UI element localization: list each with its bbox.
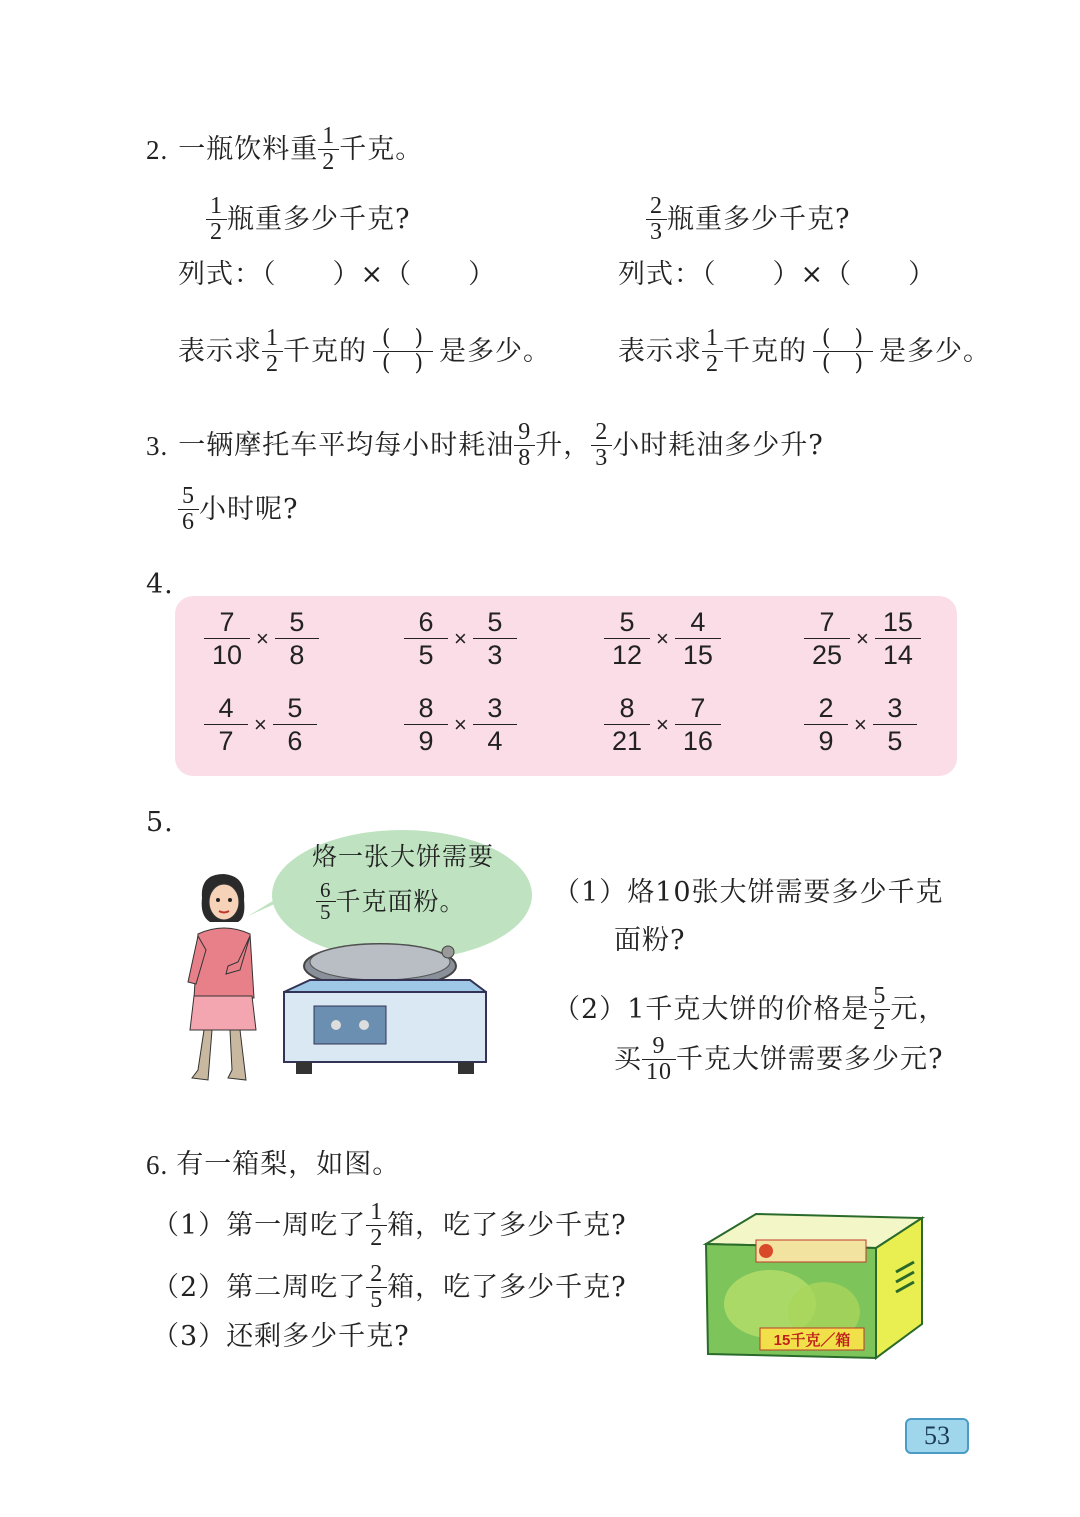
q2-text: 一瓶饮料重 (178, 133, 319, 165)
times-sign: × (656, 625, 669, 651)
page-number: 53 (905, 1418, 969, 1454)
q2-right-explanation: 表示求 $\frac{1}{2}$ 千克的 $\frac{( )}{( )}$ 是多少。 (618, 325, 991, 377)
times-sign: × (454, 625, 467, 651)
bubble-text-line-1: 烙一张大饼需要 (312, 842, 495, 871)
q4-exercise-7 (604, 692, 721, 757)
q4-fraction-left: $\frac{7}{25}$ (808, 606, 846, 671)
q4-exercise-8 (804, 692, 917, 757)
q4-fraction-left: $\frac{4}{7}$ (208, 692, 244, 757)
q6-stem: 6. 有一箱梨，如图。 (146, 1149, 401, 1180)
q4-fraction-left: $\frac{8}{9}$ (408, 692, 444, 757)
q6-part-1: （1） 第一周吃了 $\frac{1}{2}$ 箱，吃了多少千克? (152, 1199, 627, 1251)
q2-right-question (646, 194, 850, 245)
pear-box-illustration (700, 1208, 930, 1364)
q6-fraction-2: $\frac{2}{5}$ (368, 1262, 385, 1313)
q6-part-2: （2） 第二周吃了 $\frac{2}{5}$ 箱，吃了多少千克? (152, 1261, 627, 1313)
q3-fraction-3: $\frac{5}{6}$ (180, 484, 197, 535)
q4-fraction-right: $\frac{3}{5}$ (877, 692, 913, 757)
q3-number: 3. (146, 430, 169, 461)
q4-fraction-left: $\frac{7}{10}$ (208, 606, 246, 671)
q4-exercise-1 (204, 606, 319, 671)
times-sign: × (854, 711, 867, 737)
q4-fraction-left: $\frac{6}{5}$ (408, 606, 444, 671)
times-sign: × (856, 625, 869, 651)
q3-stem: 3. 一辆摩托车平均每小时耗油 $\frac{9}{8}$ 升， $\frac{2}{3}$ 小时耗油多少升? (146, 419, 824, 471)
q4-fraction-right: $\frac{3}{4}$ (477, 692, 513, 757)
q3-followup: $\frac{5}{6}$ 小时呢? (178, 484, 298, 535)
q2-left-fraction: $\frac{1}{2}$ (208, 194, 225, 245)
q6-part-3: （3） 还剩多少千克? (152, 1321, 410, 1352)
q4-fraction-right: $\frac{5}{8}$ (279, 606, 315, 671)
q2-left-blank-fraction[interactable]: $\frac{( )}{( )}$ (373, 327, 433, 376)
q4-fraction-right: $\frac{7}{16}$ (679, 692, 717, 757)
q4-fraction-right: $\frac{5}{6}$ (277, 692, 313, 757)
box-weight-label: 15千克／箱 (773, 1332, 851, 1349)
woman-illustration (180, 870, 270, 1085)
q2-left-explanation: 表示求 $\frac{1}{2}$ 千克的 $\frac{( )}{( )}$ 是多少。 (178, 325, 551, 377)
q4-exercise-4 (804, 606, 921, 671)
q2-right-blank-fraction[interactable]: $\frac{( )}{( )}$ (813, 327, 873, 376)
times-sign: × (454, 711, 467, 737)
q5-weight-fraction: $\frac{9}{10}$ (644, 1034, 674, 1085)
q2-left-question-text: 瓶重多少千克? (227, 203, 411, 235)
q4-exercise-3 (604, 606, 721, 671)
q2-stem (146, 124, 423, 175)
q2-right-question-text: 瓶重多少千克? (667, 203, 851, 235)
q5-number: 5. (146, 807, 174, 838)
q2-left-question (206, 194, 410, 245)
q2-right-fraction: $\frac{2}{3}$ (648, 194, 665, 245)
q4-number: 4. (146, 569, 174, 600)
q2-left-formula: 列式：（ ）×（ ） (178, 259, 497, 290)
times-sign: × (256, 625, 269, 651)
q4-exercise-6 (404, 692, 517, 757)
q2-number: 2. (146, 134, 169, 165)
q4-fraction-right: $\frac{15}{14}$ (879, 606, 917, 671)
times-sign: × (656, 711, 669, 737)
electric-griddle-illustration (280, 930, 490, 1080)
q4-exercise-5 (204, 692, 317, 757)
bubble-text-line-2: $\frac{6}{5}$ 千克面粉。 (316, 880, 466, 923)
q4-exercise-2 (404, 606, 517, 671)
q5-part-1: （1） 烙10张大饼需要多少千克 (553, 877, 944, 908)
q2-right-expl-fraction: $\frac{1}{2}$ (704, 326, 721, 377)
q4-fraction-right: $\frac{5}{3}$ (477, 606, 513, 671)
q3-fraction-2: $\frac{2}{3}$ (593, 420, 610, 471)
q6-fraction-1: $\frac{1}{2}$ (368, 1200, 385, 1251)
q2-fraction: $\frac{1}{2}$ (320, 124, 337, 175)
q5-part-2-line-2: 买 $\frac{9}{10}$ 千克大饼需要多少元? (614, 1033, 944, 1085)
q5-part-2: （2） 1千克大饼的价格是 $\frac{5}{2}$ 元， (553, 983, 947, 1035)
times-sign: × (254, 711, 267, 737)
q4-fraction-left: $\frac{8}{21}$ (608, 692, 646, 757)
q4-fraction-left: $\frac{2}{9}$ (808, 692, 844, 757)
q4-fraction-right: $\frac{4}{15}$ (679, 606, 717, 671)
q3-fraction-1: $\frac{9}{8}$ (516, 420, 533, 471)
q4-fraction-left: $\frac{5}{12}$ (608, 606, 646, 671)
q5-part-1-line-2: 面粉? (614, 925, 686, 956)
q2-left-expl-fraction: $\frac{1}{2}$ (264, 326, 281, 377)
q6-number: 6. (146, 1150, 169, 1180)
q2-text-post: 千克。 (339, 133, 424, 165)
bubble-fraction: $\frac{6}{5}$ (318, 880, 334, 923)
q2-right-formula: 列式：（ ）×（ ） (618, 259, 937, 290)
q5-price-fraction: $\frac{5}{2}$ (871, 984, 888, 1035)
